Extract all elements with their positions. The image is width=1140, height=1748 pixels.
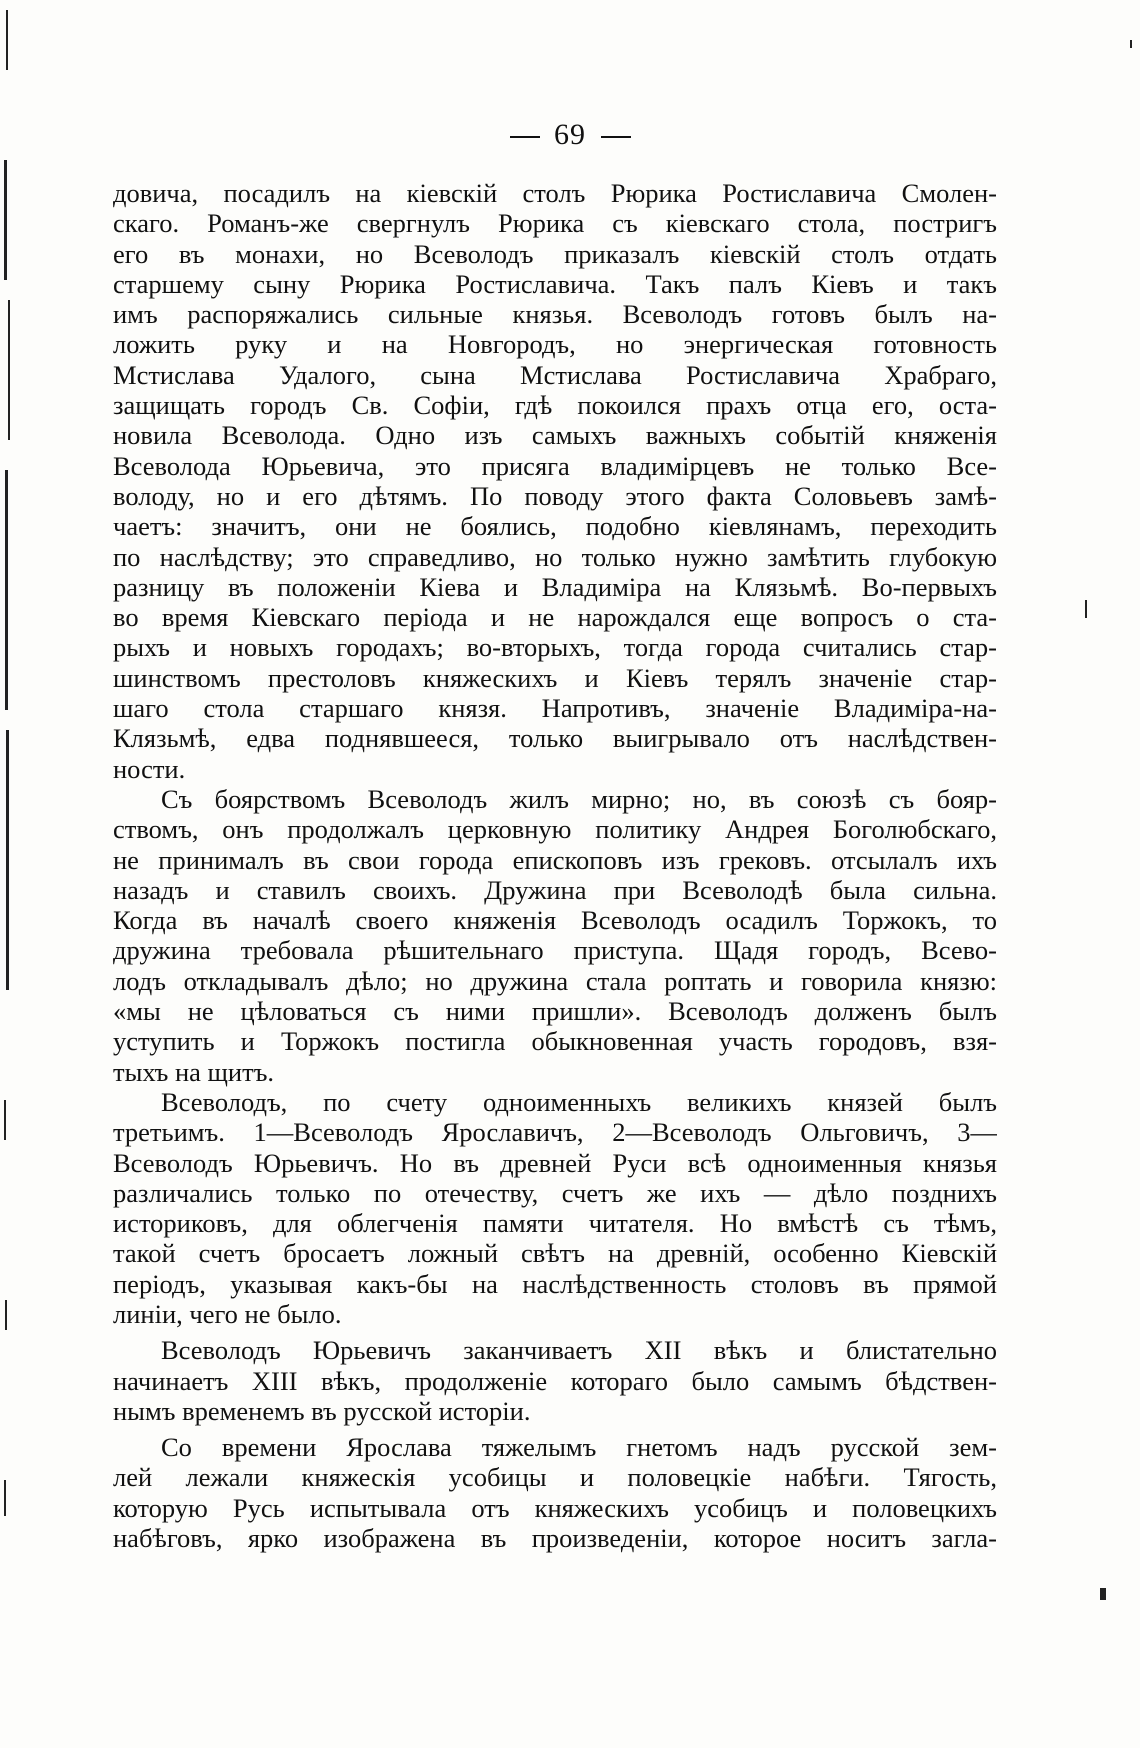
text-line: такой счетъ бросаетъ ложный свѣтъ на древній, особенно Кіевскій bbox=[113, 1238, 997, 1269]
text-line: Мстислава Удалого, сына Мстислава Ростиславича Храбраго, bbox=[113, 359, 997, 390]
text-line: тыхъ на щитъ. bbox=[113, 1056, 275, 1087]
page-number-value: 69 bbox=[554, 118, 586, 151]
text-line: лей лежали княжескія усобицы и половецкіе набѣги. Тягость, bbox=[113, 1462, 997, 1493]
text-line: Со времени Ярослава тяжелымъ гнетомъ надъ русской зем- bbox=[161, 1432, 997, 1463]
text-line: назадъ и ставилъ своихъ. Дружина при Всеволодѣ была сильна. bbox=[113, 874, 997, 905]
text-line: уступить и Торжокъ постигла обыкновенная участь городовъ, взя- bbox=[113, 1026, 997, 1057]
text-line: начинаетъ XIII вѣкъ, продолженіе котораго было самымъ бѣдствен- bbox=[113, 1365, 997, 1396]
text-line: Всеволодъ, по счету одноименныхъ великихъ князей былъ bbox=[161, 1086, 997, 1117]
text-line: довича, посадилъ на кіевскій столъ Рюрика Ростиславича Смолен- bbox=[113, 178, 997, 208]
text-line: ствомъ, онъ продолжалъ церковную политику Андрея Боголюбскаго, bbox=[113, 814, 997, 845]
body-text bbox=[113, 178, 997, 1553]
text-line: нымъ временемъ въ русской исторіи. bbox=[113, 1395, 531, 1426]
text-line: скаго. Романъ-же свергнулъ Рюрика съ кіевскаго стола, постригъ bbox=[113, 208, 997, 239]
text-line: ности. bbox=[113, 753, 186, 784]
text-line: шаго стола старшаго князя. Напротивъ, значеніе Владиміра-на- bbox=[113, 693, 997, 724]
text-line: Клязьмѣ, едва поднявшееся, только выигрывало отъ наслѣдствен- bbox=[113, 723, 997, 754]
text-line: различались только по отечеству, счетъ же ихъ — дѣло позднихъ bbox=[113, 1177, 997, 1208]
text-line: лодъ откладывалъ дѣло; но дружина стала роптать и говорила князю: bbox=[113, 965, 997, 996]
text-line: историковъ, для облегченія памяти читателя. Но вмѣстѣ съ тѣмъ, bbox=[113, 1208, 997, 1239]
margin-speck bbox=[1085, 600, 1087, 618]
text-line: володу, но и его дѣтямъ. По поводу этого факта Соловьевъ замѣ- bbox=[113, 480, 997, 511]
scanned-binding-edge bbox=[0, 0, 26, 1748]
text-line: имъ распоряжались сильные князья. Всеволодъ готовъ былъ на- bbox=[113, 299, 997, 330]
text-line: рыхъ и новыхъ городахъ; во-вторыхъ, тогда города считались стар- bbox=[113, 632, 997, 663]
page-number-dash-right bbox=[601, 136, 631, 138]
text-line: Всеволода Юрьевича, это присяга владимірцевъ не только Все- bbox=[113, 450, 997, 481]
text-line: линіи, чего не было. bbox=[113, 1298, 342, 1329]
text-line: новила Всеволода. Одно изъ самыхъ важныхъ событій княженія bbox=[113, 420, 997, 451]
text-line: третьимъ. 1—Всеволодъ Ярославичъ, 2—Всеволодъ Ольговичъ, 3— bbox=[113, 1117, 997, 1148]
text-line: чаетъ: значитъ, они не боялись, подобно кіевлянамъ, переходить bbox=[113, 511, 997, 542]
text-line: по наслѣдству; это справедливо, но только нужно замѣтить глубокую bbox=[113, 541, 997, 572]
text-line: не принималъ въ свои города епископовъ изъ грековъ. отсылалъ ихъ bbox=[113, 844, 997, 875]
text-line: набѣговъ, ярко изображена въ произведеніи, которое носитъ загла- bbox=[113, 1523, 997, 1554]
text-line: шинствомъ престоловъ княжескихъ и Кіевъ терялъ значеніе стар- bbox=[113, 662, 997, 693]
page-number bbox=[0, 118, 1140, 152]
text-line: Когда въ началѣ своего княженія Всеволодъ осадилъ Торжокъ, то bbox=[113, 905, 997, 936]
text-line: Всеволодъ Юрьевичъ. Но въ древней Руси всѣ одноименныя князья bbox=[113, 1147, 997, 1178]
text-line: періодъ, указывая какъ-бы на наслѣдственность столовъ въ прямой bbox=[113, 1268, 997, 1299]
text-line: старшему сыну Рюрика Ростиславича. Такъ палъ Кіевъ и такъ bbox=[113, 268, 997, 299]
text-line: его въ монахи, но Всеволодъ приказалъ кіевскій столъ отдать bbox=[113, 238, 997, 269]
text-line: защищать городъ Св. Софіи, гдѣ покоился прахъ отца его, оста- bbox=[113, 390, 997, 421]
text-line: дружина требовала рѣшительнаго приступа. Щадя городъ, Всево- bbox=[113, 935, 997, 966]
text-line: Съ боярствомъ Всеволодъ жилъ мирно; но, въ союзѣ съ бояр- bbox=[161, 783, 997, 814]
margin-speck bbox=[1130, 40, 1132, 48]
margin-speck bbox=[1100, 1588, 1106, 1600]
text-line: которую Русь испытывала отъ княжескихъ усобицъ и половецкихъ bbox=[113, 1492, 997, 1523]
text-line: ложить руку и на Новгородъ, но энергическая готовность bbox=[113, 329, 997, 360]
text-line: во время Кіевскаго періода и не нарождался еще вопросъ о ста- bbox=[113, 602, 997, 633]
text-line: Всеволодъ Юрьевичъ заканчиваетъ XII вѣкъ и блистательно bbox=[161, 1335, 997, 1366]
text-line: разницу въ положеніи Кіева и Владиміра на Клязьмѣ. Во-первыхъ bbox=[113, 571, 997, 602]
page-number-dash-left bbox=[510, 136, 540, 138]
text-line: «мы не цѣловаться съ ними пришли». Всеволодъ долженъ былъ bbox=[113, 996, 997, 1027]
